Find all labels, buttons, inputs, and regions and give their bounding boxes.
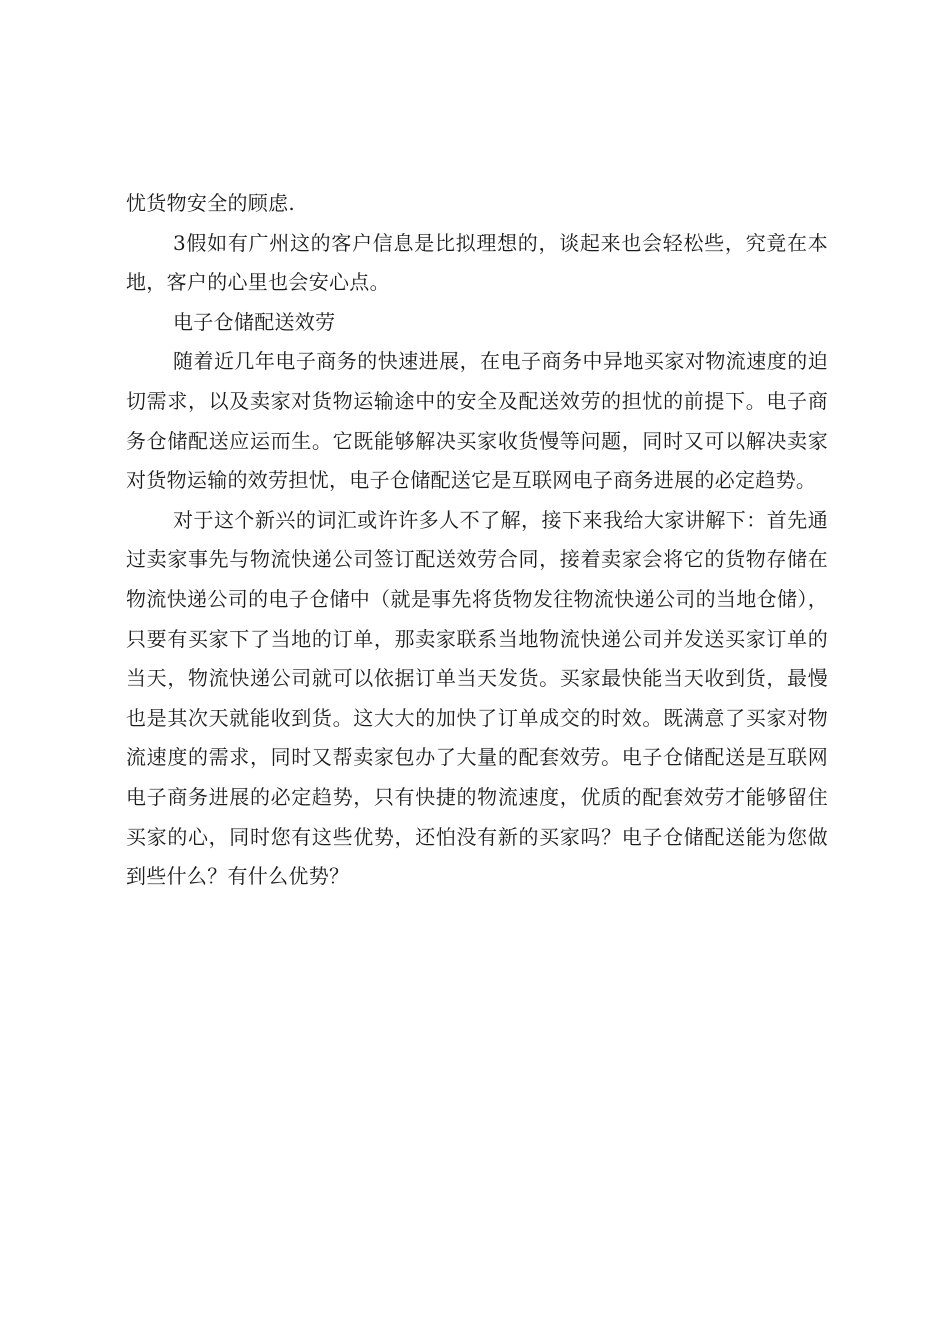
- paragraph-explanation: 对于这个新兴的词汇或许许多人不了解，接下来我给大家讲解下：首先通过卖家事先与物流快递公司签订配送效劳合同，接着卖家会将它的货物存储在物流快递公司的电子仓储中（就是事先将货物发往物流快递公司的当地仓储），只要有买家下了当地的订单，那卖家联系当地物流快递公司并发送买家订单的当天，物流快递公司就可以依据订单当天发货。买家最快能当天收到货，最慢也是其次天就能收到货。这大大的加快了订单成交的时效。既满意了买家对物流速度的需求，同时又帮卖家包办了大量的配套效劳。电子仓储配送是互联网电子商务进展的必定趋势，只有快捷的物流速度，优质的配套效劳才能够留住买家的心，同时您有这些优势，还怕没有新的买家吗？电子仓储配送能为您做到些什么？有什么优势？: [126, 507, 828, 889]
- paragraph-intro: 随着近几年电子商务的快速进展，在电子商务中异地买家对物流速度的迫切需求，以及卖家对货物运输途中的安全及配送效劳的担忧的前提下。电子商务仓储配送应运而生。它既能够解决买家收货慢等问题，同时又可以解决卖家对货物运输的效劳担忧，电子仓储配送它是互联网电子商务进展的必定趋势。: [126, 349, 828, 493]
- paragraph-continuation: 忧货物安全的顾虑.: [126, 191, 296, 215]
- section-heading: 电子仓储配送效劳: [173, 309, 336, 334]
- paragraph-point-3: 3假如有广州这的客户信息是比拟理想的，谈起来也会轻松些，究竟在本地，客户的心里也会安心点。: [126, 230, 828, 295]
- document-body: [126, 184, 828, 897]
